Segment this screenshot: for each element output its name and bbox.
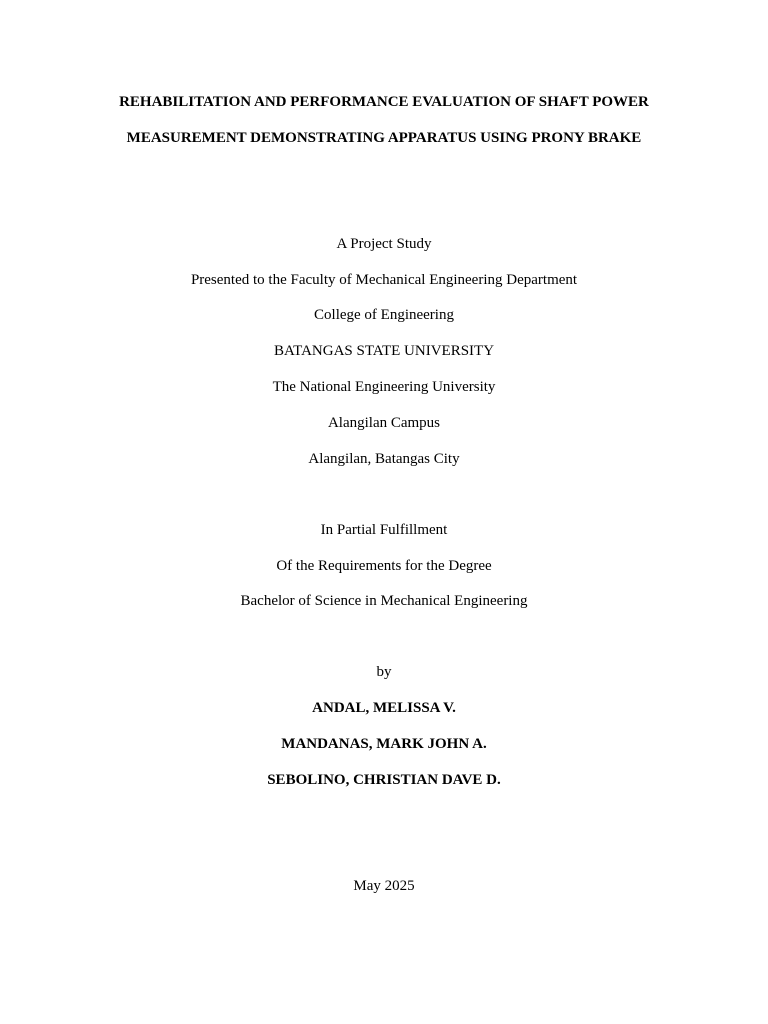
- title-line-1: REHABILITATION AND PERFORMANCE EVALUATION OF SHAFT POWER: [119, 94, 649, 110]
- submission-date: May 2025: [353, 878, 415, 894]
- project-type: A Project Study: [336, 236, 432, 252]
- by-label: by: [376, 664, 392, 680]
- campus-name: Alangilan Campus: [327, 415, 441, 431]
- university-tagline: The National Engineering University: [272, 379, 496, 395]
- title-line-2: MEASUREMENT DEMONSTRATING APPARATUS USING PRONY BRAKE: [126, 130, 642, 146]
- degree-name: Bachelor of Science in Mechanical Engineering: [240, 593, 528, 609]
- college-name: College of Engineering: [314, 307, 454, 323]
- author-name: MANDANAS, MARK JOHN A.: [281, 736, 487, 752]
- presented-to: Presented to the Faculty of Mechanical Engineering Department: [190, 272, 578, 288]
- author-name: ANDAL, MELISSA V.: [312, 700, 456, 716]
- fulfillment-line-1: In Partial Fulfillment: [320, 522, 448, 538]
- fulfillment-line-2: Of the Requirements for the Degree: [276, 558, 492, 574]
- author-name: SEBOLINO, CHRISTIAN DAVE D.: [267, 772, 501, 788]
- campus-location: Alangilan, Batangas City: [308, 451, 460, 467]
- university-name: BATANGAS STATE UNIVERSITY: [273, 343, 495, 359]
